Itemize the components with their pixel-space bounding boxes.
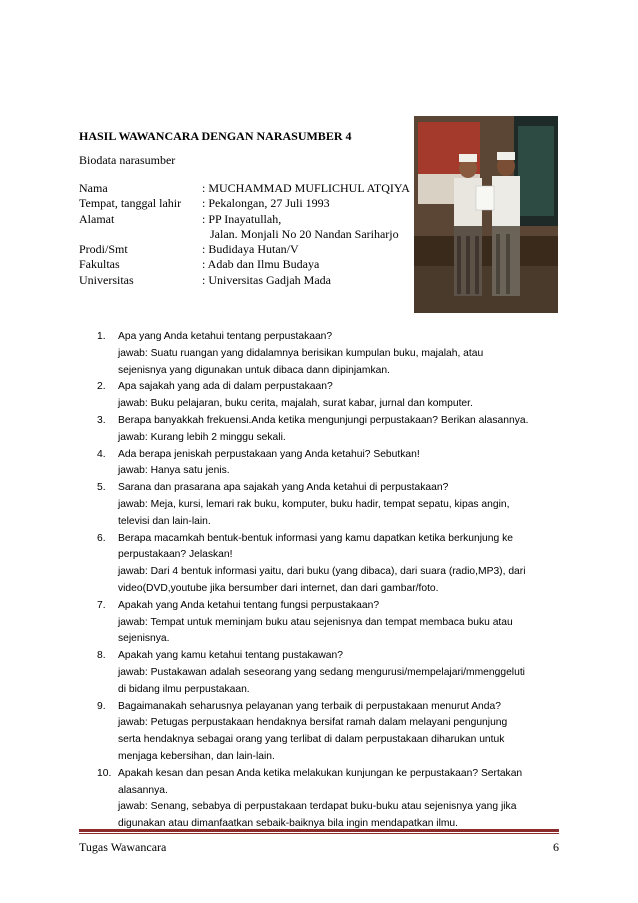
biodata-value-continued: Jalan. Monjali No 20 Nandan Sariharjo <box>210 226 399 241</box>
footer-title: Tugas Wawancara <box>79 840 167 854</box>
answer-text: video(DVD,youtube jika bersumber dari internet, dan dari gambar/foto. <box>118 582 439 594</box>
question-number: 5. <box>97 482 106 494</box>
biodata-value: : Pekalongan, 27 Juli 1993 <box>202 196 330 211</box>
answer-text: alasannya. <box>118 784 168 796</box>
question-text: Bagaimanakah seharusnya pelayanan yang terbaik di perpustakaan menurut Anda? <box>118 700 501 712</box>
biodata-value: : Budidaya Hutan/V <box>202 242 299 257</box>
answer-text: jawab: Dari 4 bentuk informasi yaitu, dari buku (yang dibaca), dari suara (radio,MP3), dari <box>118 566 526 578</box>
biodata-row <box>79 212 410 227</box>
question-text: Berapa macamkah bentuk-bentuk informasi yang kamu dapatkan ketika berkunjung ke <box>118 532 513 544</box>
answer-text: di bidang ilmu perpustakaan. <box>118 683 250 695</box>
biodata-row <box>79 242 410 257</box>
question-number: 10. <box>97 767 112 779</box>
question-number: 4. <box>97 448 106 460</box>
answer-text: jawab: Pustakawan adalah seseorang yang sedang mengurusi/mempelajari/mmenggeluti <box>118 666 525 678</box>
question-number: 7. <box>97 599 106 611</box>
footer-rule-thin <box>79 833 559 834</box>
question-text: Apa sajakah yang ada di dalam perpustakaan? <box>118 381 333 393</box>
question-number: 9. <box>97 700 106 712</box>
answer-text: jawab: Kurang lebih 2 minggu sekali. <box>118 431 286 443</box>
footer-rule <box>79 829 559 832</box>
question-item <box>79 699 559 766</box>
answer-text: jawab: Suatu ruangan yang didalamnya berisikan kumpulan buku, majalah, atau <box>118 347 484 359</box>
page-title: HASIL WAWANCARA DENGAN NARASUMBER 4 <box>79 129 352 143</box>
biodata-value: : Adab dan Ilmu Budaya <box>202 257 320 272</box>
question-number: 6. <box>97 532 106 544</box>
question-item <box>79 598 559 648</box>
answer-text: serta hendaknya sebagai orang yang terlibat di dalam perpustakaan diharukan untuk <box>118 734 505 746</box>
biodata-row <box>79 181 410 196</box>
biodata-row <box>79 257 410 272</box>
question-number: 1. <box>97 331 106 342</box>
answer-text: jawab: Hanya satu jenis. <box>118 465 230 477</box>
biodata-label: Nama <box>79 181 108 195</box>
biodata-label: Universitas <box>79 272 134 287</box>
question-text: Apakah yang Anda ketahui tentang fungsi perpustakaan? <box>118 599 380 611</box>
answer-text: jawab: Meja, kursi, lemari rak buku, komputer, buku hadir, tempat sepatu, kipas angin, <box>118 498 510 510</box>
answer-text: perpustakaan? Jelaskan! <box>118 549 233 561</box>
question-item <box>79 379 559 413</box>
answer-text: jawab: Petugas perpustakaan hendaknya bersifat ramah dalam melayani pengunjung <box>118 717 508 729</box>
question-list <box>79 329 559 833</box>
answer-text: sejenisnya yang digunakan untuk dibaca dann dipinjamkan. <box>118 364 390 376</box>
photo-image <box>414 116 558 313</box>
answer-text: sejenisnya. <box>118 633 170 645</box>
question-text: Sarana dan prasarana apa sajakah yang Anda ketahui di perpustakaan? <box>118 482 449 494</box>
question-text: Apa yang Anda ketahui tentang perpustakaan? <box>118 331 333 342</box>
question-item <box>79 648 559 698</box>
answer-text: jawab: Senang, sebabya di perpustakaan terdapat buku-buku atau sejenisnya yang jika <box>118 801 517 813</box>
biodata-label: Tempat, tanggal lahir <box>79 196 182 211</box>
question-item <box>79 480 559 530</box>
question-item <box>79 413 559 447</box>
biodata-value: : PP Inayatullah, <box>202 211 282 226</box>
question-text: Apakah yang kamu ketahui tentang pustakawan? <box>118 650 343 662</box>
biodata-label: Prodi/Smt <box>79 242 128 257</box>
answer-text: jawab: Buku pelajaran, buku cerita, majalah, surat kabar, jurnal dan komputer. <box>118 398 473 410</box>
answer-text: digunakan atau dimanfaatkan sebaik-baiknya bila ingin mendapatkan ilmu. <box>118 818 459 830</box>
question-item <box>79 329 559 379</box>
question-text: Ada berapa jeniskah perpustakaan yang Anda ketahui? Sebutkan! <box>118 448 420 460</box>
question-item <box>79 766 559 833</box>
biodata-row <box>79 196 410 211</box>
question-item <box>79 531 559 598</box>
interview-photo <box>414 116 558 313</box>
biodata-heading: Biodata narasumber <box>79 153 176 167</box>
answer-text: jawab: Tempat untuk meminjam buku atau sejenisnya dan tempat membaca buku atau <box>118 616 513 628</box>
question-number: 3. <box>97 414 106 426</box>
biodata-value: : MUCHAMMAD MUFLICHUL ATQIYA <box>202 181 410 195</box>
question-item <box>79 447 559 481</box>
biodata-label: Alamat <box>79 211 115 226</box>
biodata-label: Fakultas <box>79 257 120 272</box>
question-text: Berapa banyakkah frekuensi.Anda ketika mengunjungi perpustakaan? Berikan alasannya. <box>118 414 529 426</box>
question-number: 2. <box>97 381 106 393</box>
page-number: 6 <box>553 840 559 854</box>
biodata-row <box>79 273 410 288</box>
answer-text: menjaga kebersihan, dan lain-lain. <box>118 750 275 762</box>
biodata-value: : Universitas Gadjah Mada <box>202 272 331 287</box>
question-number: 8. <box>97 650 106 662</box>
answer-text: televisi dan lain-lain. <box>118 515 211 527</box>
biodata-table <box>79 181 410 288</box>
question-text: Apakah kesan dan pesan Anda ketika melakukan kunjungan ke perpustakaan? Sertakan <box>118 767 523 779</box>
